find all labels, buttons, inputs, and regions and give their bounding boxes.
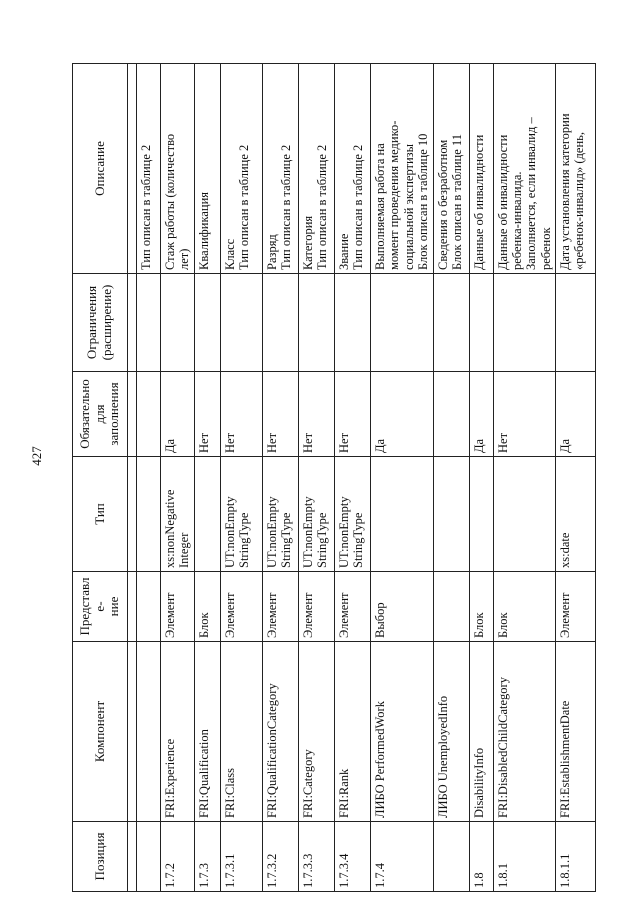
cell-text: 1.7.3.3 xyxy=(301,853,315,888)
cell-text: Нет xyxy=(223,432,237,453)
cell-text: Блок xyxy=(197,612,211,638)
spacer-cell xyxy=(128,822,137,892)
cell-required xyxy=(433,372,469,457)
cell-description xyxy=(137,64,161,274)
table-row xyxy=(493,64,556,892)
spacer-cell xyxy=(128,572,137,642)
cell-text: 1.7.3.1 xyxy=(223,853,237,888)
cell-component xyxy=(161,642,195,822)
cell-component xyxy=(493,642,556,822)
cell-constraints xyxy=(433,274,469,372)
cell-type xyxy=(433,457,469,572)
table-header-row xyxy=(73,64,128,892)
spacer-cell xyxy=(128,372,137,457)
cell-description xyxy=(299,64,335,274)
cell-constraints xyxy=(556,274,596,372)
cell-description xyxy=(335,64,371,274)
cell-text: Категория Тип описан в таблице 2 xyxy=(301,144,330,270)
cell-representation xyxy=(469,572,493,642)
cell-text: 1.8.1.1 xyxy=(558,853,572,888)
cell-component xyxy=(195,642,221,822)
cell-component xyxy=(221,642,263,822)
cell-text: 1.7.4 xyxy=(373,863,387,888)
cell-component xyxy=(335,642,371,822)
cell-text: Стаж работы (количество лет) xyxy=(163,133,192,270)
cell-text: xs:date xyxy=(558,532,572,568)
cell-constraints xyxy=(263,274,299,372)
cell-description xyxy=(221,64,263,274)
table-row xyxy=(161,64,195,892)
spacer-cell xyxy=(128,274,137,372)
cell-text: FRI:DisabledChildCategory xyxy=(495,677,510,818)
cell-position xyxy=(556,822,596,892)
cell-representation xyxy=(556,572,596,642)
cell-text: Элемент xyxy=(223,592,237,638)
table-row xyxy=(263,64,299,892)
cell-constraints xyxy=(221,274,263,372)
cell-text: Да xyxy=(373,438,387,453)
page-number: 427 xyxy=(29,446,44,466)
cell-description xyxy=(195,64,221,274)
cell-constraints xyxy=(493,274,556,372)
cell-text: Да xyxy=(471,438,486,453)
cell-type xyxy=(299,457,335,572)
header-component: Компонент xyxy=(73,642,128,822)
cell-required xyxy=(221,372,263,457)
cell-position xyxy=(299,822,335,892)
cell-representation xyxy=(137,572,161,642)
cell-text: UT:nonEmpty StringType xyxy=(337,496,366,568)
cell-type xyxy=(137,457,161,572)
cell-representation xyxy=(433,572,469,642)
cell-text: Выбор xyxy=(373,602,387,638)
cell-type xyxy=(371,457,434,572)
cell-component xyxy=(469,642,493,822)
spacer-row xyxy=(128,64,137,892)
cell-type xyxy=(556,457,596,572)
cell-text: Тип описан в таблице 2 xyxy=(139,144,153,270)
table-row xyxy=(469,64,493,892)
cell-position xyxy=(433,822,469,892)
cell-component xyxy=(433,642,469,822)
cell-text: Элемент xyxy=(337,592,351,638)
cell-required xyxy=(161,372,195,457)
table-row xyxy=(137,64,161,892)
cell-constraints xyxy=(195,274,221,372)
cell-text: FRI:Class xyxy=(223,767,237,818)
cell-type xyxy=(195,457,221,572)
specification-table xyxy=(72,63,596,892)
cell-text: UT:nonEmpty StringType xyxy=(265,496,294,568)
table-row xyxy=(556,64,596,892)
cell-representation xyxy=(161,572,195,642)
cell-position xyxy=(335,822,371,892)
cell-text: Разряд Тип описан в таблице 2 xyxy=(265,144,294,270)
table-row xyxy=(221,64,263,892)
spacer-cell xyxy=(128,457,137,572)
cell-description xyxy=(263,64,299,274)
cell-text: Звание Тип описан в таблице 2 xyxy=(337,144,366,270)
table-row xyxy=(195,64,221,892)
cell-type xyxy=(493,457,556,572)
cell-text: Сведения о безработном Блок описан в таблице 11 xyxy=(435,134,464,270)
cell-required xyxy=(493,372,556,457)
cell-text: ЛИБО UnemployedInfo xyxy=(435,695,450,818)
cell-constraints xyxy=(161,274,195,372)
cell-required xyxy=(469,372,493,457)
cell-text: 1.7.3.2 xyxy=(265,853,279,888)
cell-description xyxy=(433,64,469,274)
cell-text: Да xyxy=(163,438,177,453)
cell-text: xs:nonNegative Integer xyxy=(163,489,192,568)
cell-description xyxy=(556,64,596,274)
cell-description xyxy=(469,64,493,274)
header-required: Обязательно для заполнения xyxy=(73,372,128,457)
cell-position xyxy=(469,822,493,892)
cell-position xyxy=(371,822,434,892)
cell-text: FRI:QualificationCategory xyxy=(265,683,279,818)
cell-component xyxy=(556,642,596,822)
cell-component xyxy=(137,642,161,822)
cell-text: Класс Тип описан в таблице 2 xyxy=(223,144,252,270)
cell-representation xyxy=(263,572,299,642)
cell-position xyxy=(263,822,299,892)
cell-text: Нет xyxy=(495,432,510,453)
header-representation: Представле- ние xyxy=(73,572,128,642)
cell-position xyxy=(161,822,195,892)
cell-text: FRI:Rank xyxy=(337,768,351,818)
cell-type xyxy=(335,457,371,572)
cell-text: Нет xyxy=(337,432,351,453)
cell-required xyxy=(371,372,434,457)
spacer-cell xyxy=(128,642,137,822)
cell-required xyxy=(195,372,221,457)
cell-text: Нет xyxy=(301,432,315,453)
cell-constraints xyxy=(335,274,371,372)
cell-required xyxy=(263,372,299,457)
cell-position xyxy=(195,822,221,892)
cell-component xyxy=(263,642,299,822)
cell-constraints xyxy=(299,274,335,372)
cell-text: 1.7.2 xyxy=(163,863,177,888)
cell-representation xyxy=(493,572,556,642)
cell-text: Блок xyxy=(495,612,510,638)
table-row xyxy=(335,64,371,892)
cell-required xyxy=(335,372,371,457)
cell-required xyxy=(556,372,596,457)
cell-text: Да xyxy=(558,438,572,453)
cell-text: Нет xyxy=(265,432,279,453)
header-description: Описание xyxy=(73,64,128,274)
header-constraints: Ограничения (расширение) xyxy=(73,274,128,372)
header-type: Тип xyxy=(73,457,128,572)
cell-text: FRI:EstablishmentDate xyxy=(558,700,572,818)
cell-description xyxy=(371,64,434,274)
cell-representation xyxy=(221,572,263,642)
cell-constraints xyxy=(371,274,434,372)
cell-text: 1.7.3.4 xyxy=(337,853,351,888)
cell-position xyxy=(221,822,263,892)
cell-text: Элемент xyxy=(163,592,177,638)
table-row xyxy=(371,64,434,892)
cell-text: Квалификация xyxy=(197,191,211,270)
table-row xyxy=(433,64,469,892)
cell-type xyxy=(161,457,195,572)
cell-description xyxy=(161,64,195,274)
cell-text: FRI:Category xyxy=(301,749,315,818)
cell-required xyxy=(137,372,161,457)
cell-text: 1.8 xyxy=(471,872,486,888)
cell-text: Элемент xyxy=(301,592,315,638)
cell-text: ЛИБО PerformedWork xyxy=(373,701,387,818)
cell-text: UT:nonEmpty StringType xyxy=(223,496,252,568)
cell-position xyxy=(493,822,556,892)
cell-position xyxy=(137,822,161,892)
cell-representation xyxy=(195,572,221,642)
cell-representation xyxy=(299,572,335,642)
cell-text: DisabilityInfo xyxy=(471,747,486,818)
cell-component xyxy=(371,642,434,822)
cell-text: Данные об инвалидности ребенка-инвалида. Заполняется, если инвалид – ребенок xyxy=(495,117,553,270)
cell-text: 1.7.3 xyxy=(197,863,211,888)
table-sheet xyxy=(72,64,587,892)
cell-text: Данные об инвалидности xyxy=(471,134,486,270)
cell-constraints xyxy=(137,274,161,372)
cell-text: Элемент xyxy=(265,592,279,638)
cell-text: Элемент xyxy=(558,592,572,638)
cell-text: Блок xyxy=(471,612,486,638)
cell-text: FRI:Experience xyxy=(163,738,177,818)
cell-description xyxy=(493,64,556,274)
cell-type xyxy=(263,457,299,572)
cell-component xyxy=(299,642,335,822)
cell-required xyxy=(299,372,335,457)
cell-text: 1.8.1 xyxy=(495,863,510,888)
cell-text: UT:nonEmpty StringType xyxy=(301,496,330,568)
spacer-cell xyxy=(128,64,137,274)
cell-text: Дата установления категории «ребенок-инвалид» (день, xyxy=(558,113,587,270)
header-position: Позиция xyxy=(73,822,128,892)
rotated-table-container xyxy=(72,64,587,892)
cell-type xyxy=(469,457,493,572)
cell-text: FRI:Qualification xyxy=(197,729,211,818)
cell-text: Выполняемая работа на момент проведения медико- социальной экспертизы Блок описан в таблице 10 xyxy=(373,120,431,270)
cell-constraints xyxy=(469,274,493,372)
cell-representation xyxy=(371,572,434,642)
cell-text: Нет xyxy=(197,432,211,453)
cell-representation xyxy=(335,572,371,642)
table-row xyxy=(299,64,335,892)
cell-type xyxy=(221,457,263,572)
